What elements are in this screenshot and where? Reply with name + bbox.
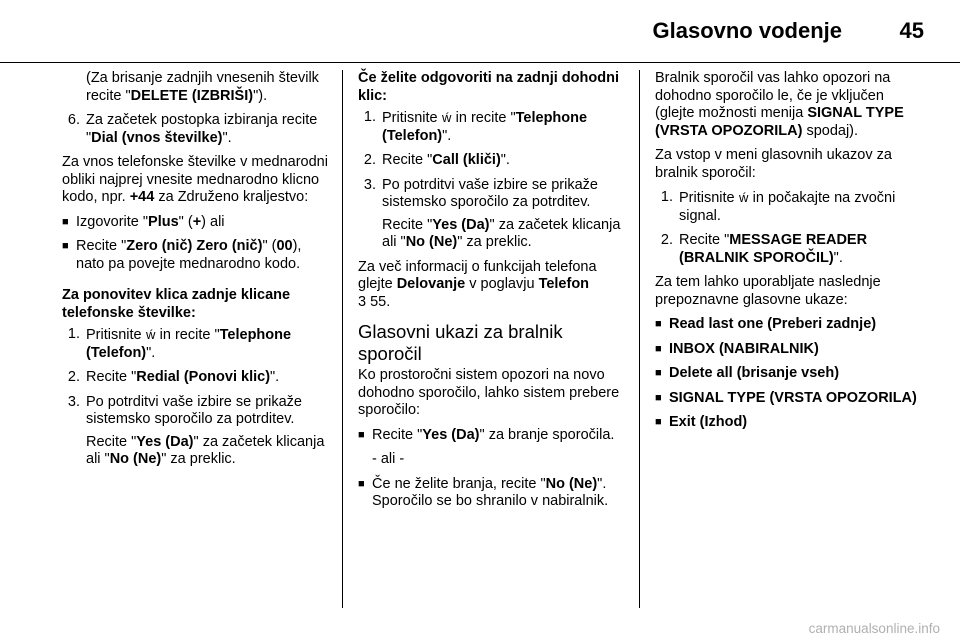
paragraph: - ali - [372,451,405,467]
paragraph: Bralnik sporočil vas lahko opozori na dohodno sporočilo le, če je vključen (glejte možnosti menija SIGNAL TYPE (VRSTA OPOZORILA) spodaj). [655,70,904,139]
paragraph: Za vstop v meni glasovnih ukazov za bralnik sporočil: [655,147,892,181]
column-3 [655,70,925,439]
list-item: 2. Recite "Redial (Ponovi klic)". [67,369,280,385]
bullet-icon: ■ [62,215,69,228]
list-item: 2. Recite "Call (kliči)". [363,152,510,168]
column-1 [62,70,330,476]
list-item: 3. Po potrditvi vaše izbire se prikaže sistemsko sporočilo za potrditev. [67,393,302,427]
page-number: 45 [899,18,924,43]
bullet-icon: ■ [62,240,69,252]
paragraph: Recite "Yes (Da)" za začetek klicanja ali "No (Ne)" za preklic. [382,216,621,250]
page-header [0,0,960,64]
paragraph: Ko prostoročni sistem opozori na novo dohodno sporočilo, lahko sistem prebere sporočilo: [358,367,620,418]
column-divider-2 [639,70,640,608]
voice-button-icon: ẃ [441,110,452,125]
voice-button-icon: ẃ [145,327,156,342]
paragraph: Za vnos telefonske številke v mednarodni obliki najprej vnesite mednarodno klicno kodo, npr. +44 za Združeno kraljestvo: [62,154,328,205]
section-title: Glasovni ukazi za bralnik sporočil [358,321,563,364]
bullet-icon: ■ [655,367,662,379]
section-heading: Če želite odgovoriti na zadnji dohodni klic: [358,70,619,104]
watermark: carmanualsonline.info [808,621,940,636]
list-item: 2. Recite "MESSAGE READER (BRALNIK SPOROČIL)". [660,232,868,266]
list-item: ■ SIGNAL TYPE (VRSTA OPOZORILA) [655,389,917,406]
bullet-icon: ■ [655,342,662,355]
list-item: ■ Izgovorite "Plus" (+) ali [62,213,225,230]
section-heading: Za ponovitev klica zadnje klicane telefonske številke: [62,287,291,321]
header-divider [0,62,960,63]
list-item: ■ Če ne želite branja, recite "No (Ne)". Sporočilo se bo shranilo v nabiralnik. [358,475,609,509]
bullet-icon: ■ [655,391,662,404]
list-item: ■ Recite "Zero (nič) Zero (nič)" (00), nato pa povejte mednarodno kodo. [62,238,302,272]
bullet-icon: ■ [655,318,662,330]
column-divider-1 [342,70,343,608]
bullet-icon: ■ [655,416,662,428]
list-item: ■ Delete all (brisanje vseh) [655,365,840,381]
list-item: ■ INBOX (NABIRALNIK) [655,340,819,357]
list-item: 1. Pritisnite ẃ in recite "Telephone (Telefon)". [363,109,588,144]
list-item: ■ Read last one (Preberi zadnje) [655,316,877,332]
bullet-icon: ■ [358,428,365,441]
list-item: ■ Recite "Yes (Da)" za branje sporočila. [358,426,615,443]
list-item: 3. Po potrditvi vaše izbire se prikaže sistemsko sporočilo za potrditev. [363,176,598,210]
column-2 [358,70,628,518]
paragraph: (Za brisanje zadnjih vnesenih številk recite "DELETE (IZBRIŠI)"). [86,70,319,104]
paragraph: Za tem lahko uporabljate naslednje prepoznavne glasovne ukaze: [655,274,881,308]
list-item: ■ Exit (Izhod) [655,414,748,430]
voice-button-icon: ẃ [738,190,749,205]
bullet-icon: ■ [358,477,365,490]
page-title: Glasovno vodenje [652,18,842,43]
paragraph: Recite "Yes (Da)" za začetek klicanja ali "No (Ne)" za preklic. [86,433,325,467]
list-item: 6. Za začetek postopka izbiranja recite "Dial (vnos številke)". [67,112,318,146]
paragraph: Za več informacij o funkcijah telefona glejte Delovanje v poglavju Telefon 3 55. [358,258,597,310]
list-item: 1. Pritisnite ẃ in recite "Telephone (Telefon)". [67,326,292,361]
page-reference-link[interactable]: 3 55. [358,293,391,310]
list-item: 1. Pritisnite ẃ in počakajte na zvočni signal. [660,189,896,224]
